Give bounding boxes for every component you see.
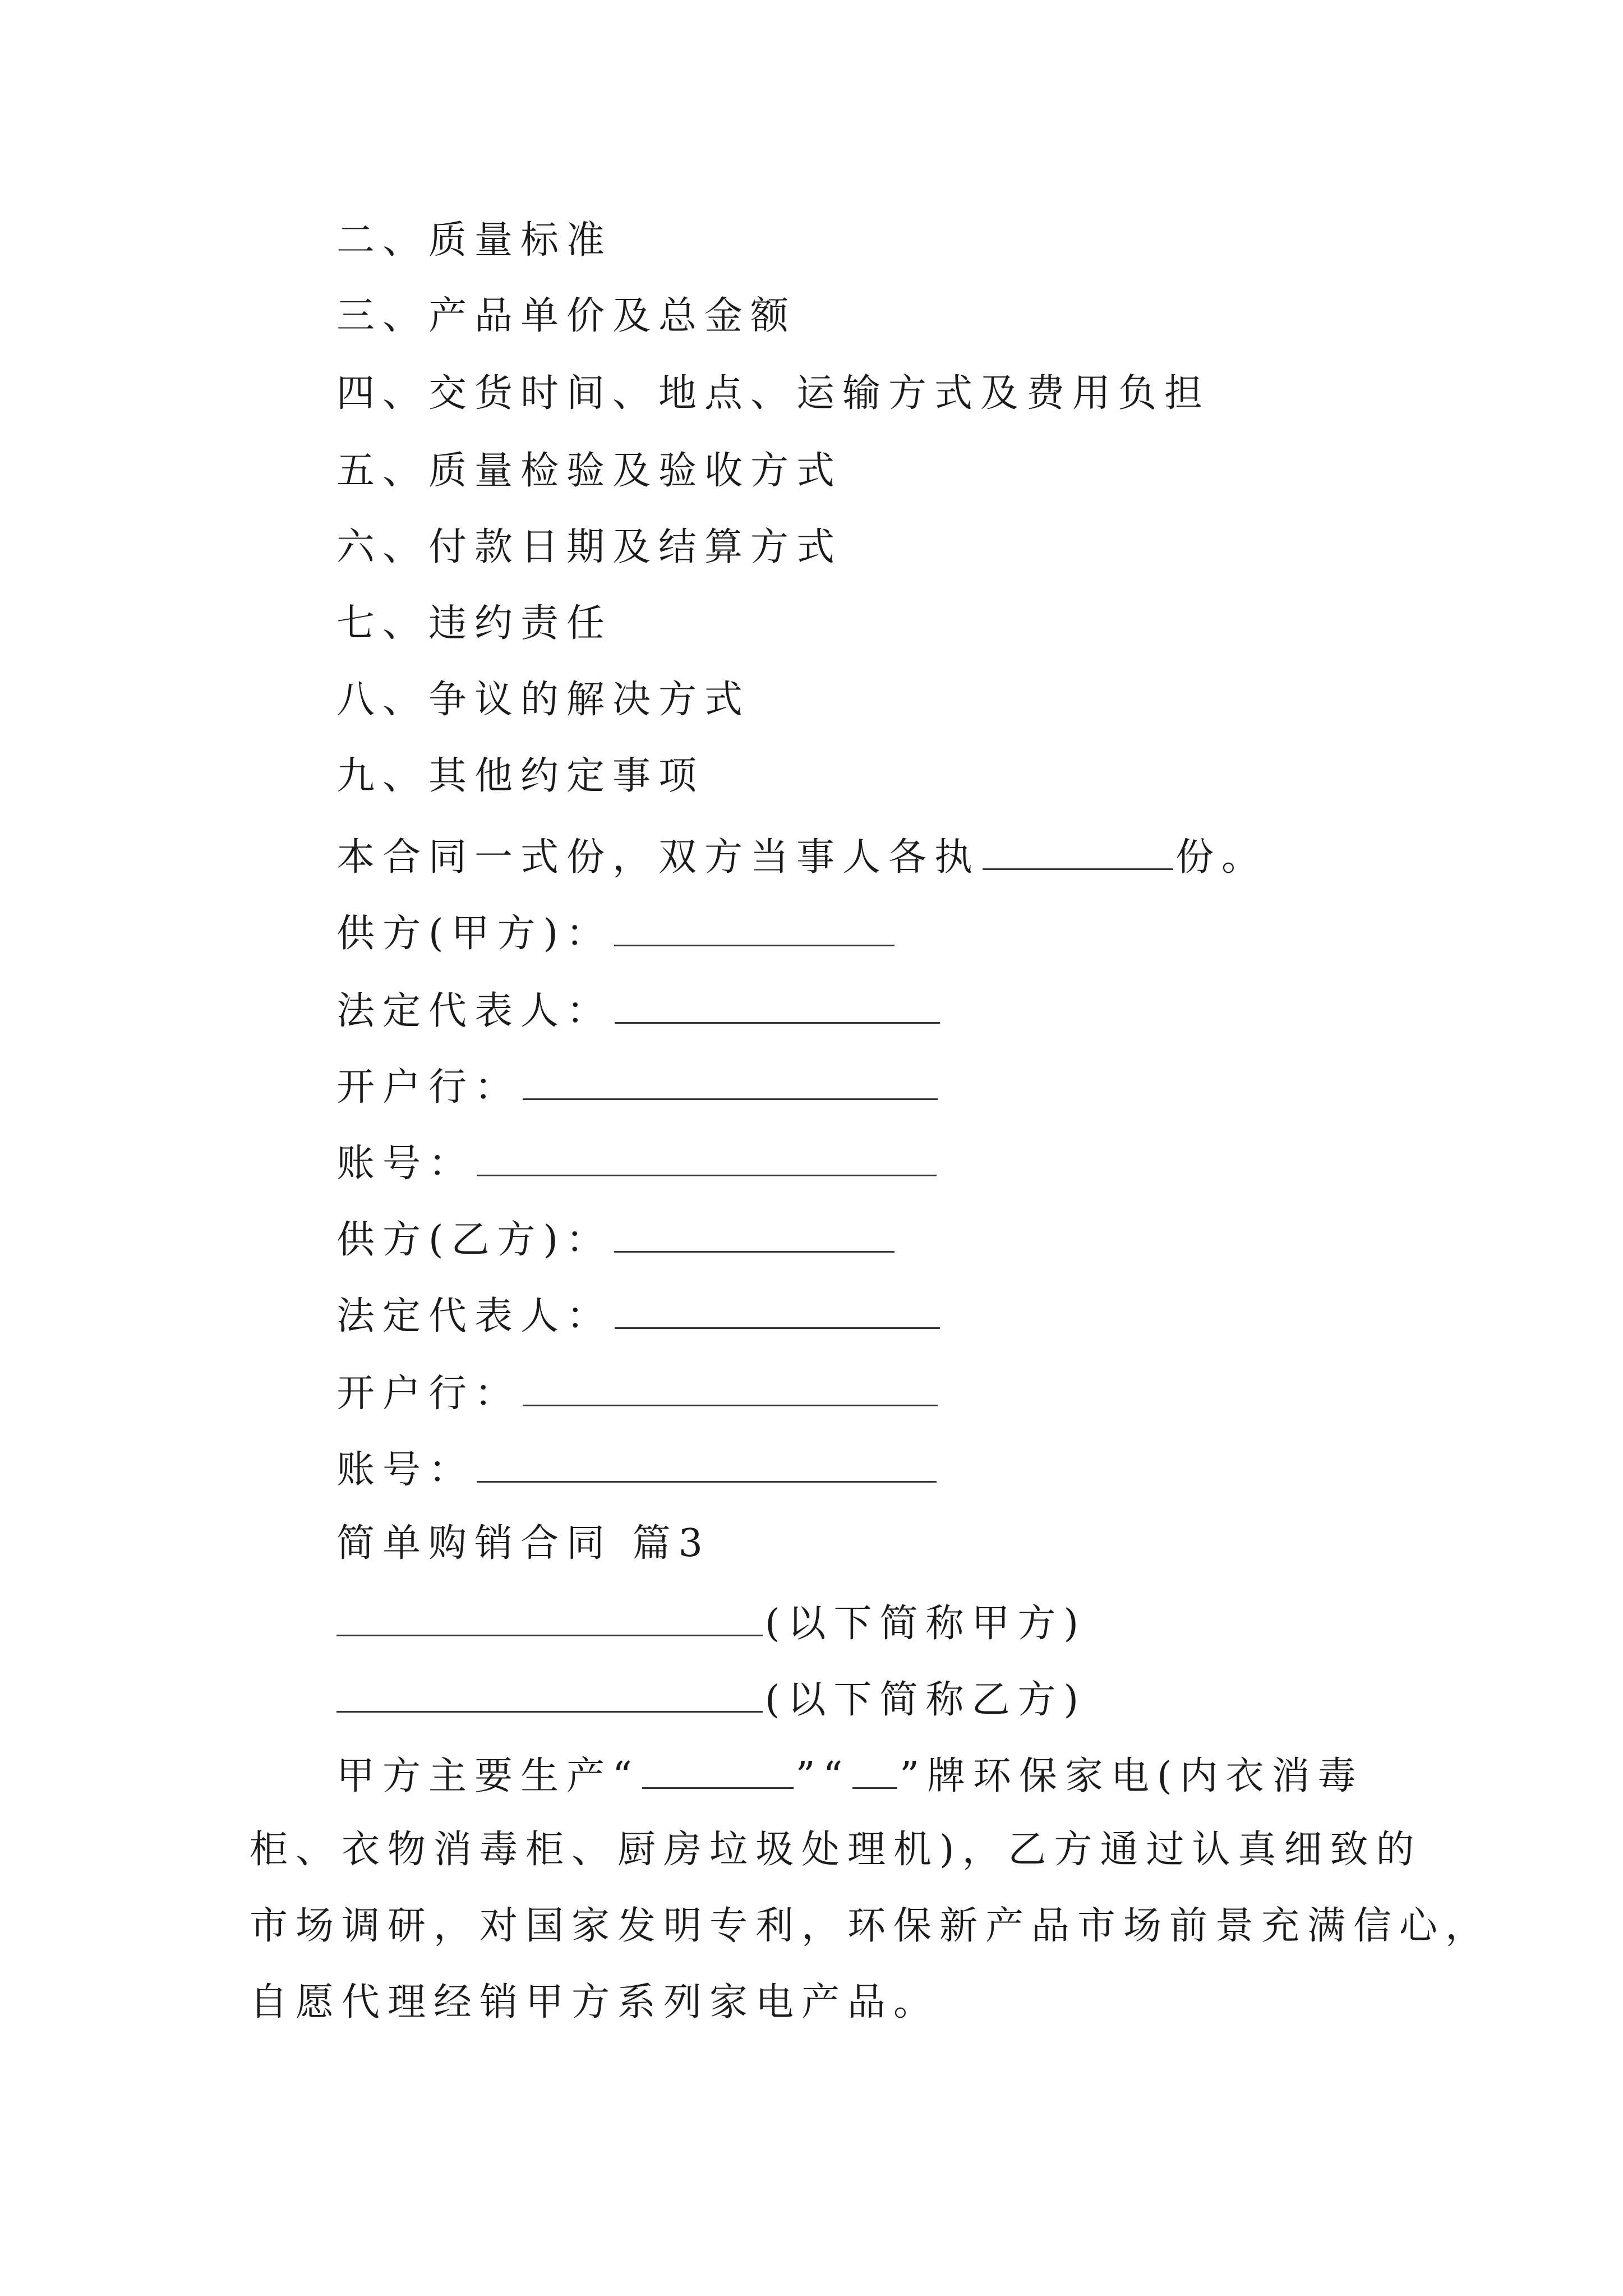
party-b-supplier-field[interactable] [614,1218,895,1253]
clause-price-total: 三、产品单价及总金额 [336,294,797,338]
party-a-rep-field[interactable] [615,990,940,1024]
copies-prefix: 本合同一式份，双方当事人各执 [336,835,981,880]
party-b-rep-row [336,1295,942,1336]
section-title: 简单购销合同 篇3 [336,1521,711,1566]
clause-other: 九、其他约定事项 [336,754,705,798]
party-b-name-field[interactable] [336,1678,763,1713]
party-a-bank-row [336,1065,940,1110]
paragraph-part3: ”牌环保家电(内衣消毒 [900,1754,1364,1798]
party-b-supplier-label: 供方(乙方)： [336,1218,612,1262]
party-a-name-field[interactable] [336,1602,763,1636]
party-b-account-row [336,1448,939,1492]
brand-name-field[interactable] [852,1755,897,1789]
party-a-rep-label: 法定代表人： [336,989,613,1033]
paragraph-part1: 甲方主要生产“ [336,1754,640,1798]
clause-quality-standard: 二、质量标准 [336,218,613,263]
clause-payment: 六、付款日期及结算方式 [336,525,843,569]
party-a-bank-label: 开户行： [336,1065,521,1110]
party-b-abbrev-row [336,1678,1087,1722]
clause-delivery: 四、交货时间、地点、运输方式及费用负担 [336,371,1211,416]
party-b-bank-field[interactable] [523,1372,938,1406]
copies-line [336,835,1268,880]
paragraph-line-3: 市场调研，对国家发明专利，环保新产品市场前景充满信心， [250,1904,1492,1948]
copies-count-field[interactable] [983,836,1173,870]
party-b-bank-row [336,1372,940,1416]
party-a-rep-row [336,989,942,1033]
clause-inspection: 五、质量检验及验收方式 [336,449,843,493]
paragraph-line-2: 柜、衣物消毒柜、厨房垃圾处理机)，乙方通过认真细致的 [250,1828,1422,1872]
product-name-field[interactable] [642,1755,794,1789]
party-b-account-label: 账号： [336,1448,475,1492]
clause-dispute: 八、争议的解决方式 [336,678,751,722]
party-b-abbrev: (以下简称乙方) [765,1678,1087,1722]
paragraph-line-1 [336,1755,1364,1796]
party-a-bank-field[interactable] [523,1066,938,1100]
party-a-account-row [336,1142,939,1186]
party-b-supplier-row [336,1218,897,1262]
party-a-abbrev-row [336,1602,1087,1646]
party-a-supplier-label: 供方(甲方)： [336,912,612,956]
party-b-rep-label: 法定代表人： [336,1294,613,1338]
party-a-supplier-field[interactable] [614,912,895,946]
party-a-account-label: 账号： [336,1142,475,1186]
party-a-abbrev: (以下简称甲方) [765,1602,1087,1646]
paragraph-line-4: 自愿代理经销甲方系列家电产品。 [250,1980,940,2024]
copies-suffix: 份。 [1175,835,1268,880]
party-a-account-field[interactable] [477,1142,937,1176]
clause-liability: 七、违约责任 [336,601,613,646]
party-b-bank-label: 开户行： [336,1372,521,1416]
paragraph-part2: ”“ [795,1754,851,1798]
party-a-supplier-row [336,912,897,956]
party-b-account-field[interactable] [477,1448,937,1483]
party-b-rep-field[interactable] [615,1295,940,1329]
